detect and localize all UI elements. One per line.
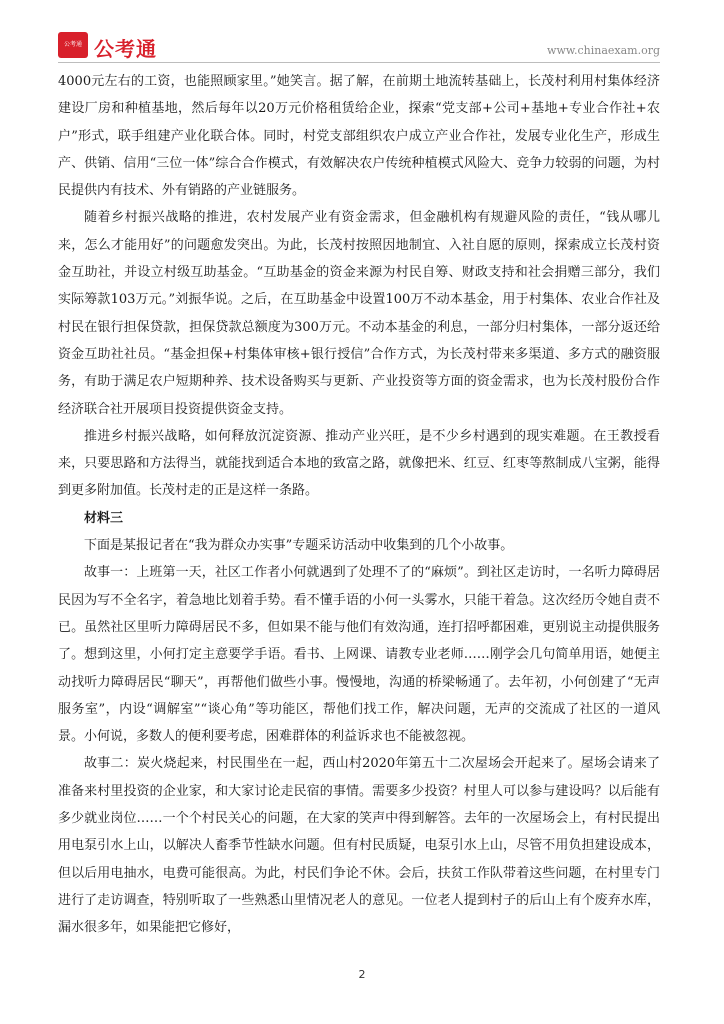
story-paragraph: 故事二：炭火烧起来，村民围坐在一起，西山村2020年第五十二次屋场会开起来了。屋场会请来了准备来村里投资的企业家，和大家讨论走民宿的事情。需要多少投资？村里人可以参与建设吗？以后能有多少就业岗位……一个个村民关心的问题，在大家的笑声中得到解答。去年的一次屋场会上，有村民提出用电泵引水上山，以解决人畜季节性缺水问题。但有村民质疑，电泵引水上山，尽管不用负担建设成本，但以后用电抽水，电费可能很高。为此，村民们争论不休。会后，扶贫工作队带着这些问题，在村里专门进行了走访调查，特别听取了一些熟悉山里情况老人的意见。一位老人提到村子的后山上有个废弃水库，漏水很多年，如果能把它修好， (58, 756, 660, 936)
story-paragraph: 故事一：上班第一天，社区工作者小何就遇到了处理不了的“麻烦”。到社区走访时，一名听力障碍居民因为写不全名字，着急地比划着手势。看不懂手语的小何一头雾水，只能干着急。这次经历令她自责不已。虽然社区里听力障碍居民不多，但如果不能与他们有效沟通，连打招呼都困难，更别说主动提供服务了。想到这里，小何打定主意要学手语。看书、上网课、请教专业老师……刚学会几句简单用语，她便主动找听力障碍居民“聊天”，再帮他们做些小事。慢慢地，沟通的桥梁畅通了。去年初，小何创建了“无声服务室”，内设“调解室”“谈心角”等功能区，帮他们找工作，解决问题，无声的交流成了社区的一道风景。小何说，多数人的便利要考虑，困难群体的利益诉求也不能被忽视。 (58, 565, 660, 745)
header-divider (58, 62, 660, 63)
logo-badge: 公考通 (58, 32, 88, 58)
section-intro: 下面是某报记者在“我为群众办实事”专题采访活动中收集到的几个小故事。 (84, 538, 514, 554)
section-title: 材料三 (84, 510, 124, 526)
paragraph-continued: 4000元左右的工资，也能照顾家里。”她笑言。据了解，在前期土地流转基础上，长茂村利用村集体经济建设厂房和种植基地，然后每年以20万元价格租赁给企业，探索“党支部+公司+基地+专业合作社+农户”形式，联手组建产业化联合体。同时，村党支部组织农户成立产业合作社，发展专业化生产，形成生产、供销、信用“三位一体”综合合作模式，有效解决农户传统种植模式风险大、竞争力较弱的问题，为村民提供内有技术、外有销路的产业链服务。 (58, 74, 660, 199)
logo-text: 公考通 (94, 37, 157, 61)
document-body (58, 68, 660, 942)
page-header (0, 0, 724, 60)
page-number: 2 (358, 968, 366, 981)
site-url[interactable]: www.chinaexam.org (547, 44, 660, 57)
paragraph: 推进乡村振兴战略，如何释放沉淀资源、推动产业兴旺，是不少乡村遇到的现实难题。在王教授看来，只要思路和方法得当，就能找到适合本地的致富之路，就像把米、红豆、红枣等熬制成八宝粥，能得到更多附加值。长茂村走的正是这样一条路。 (58, 428, 660, 499)
paragraph: 随着乡村振兴战略的推进，农村发展产业有资金需求，但金融机构有规避风险的责任，“钱从哪儿来，怎么才能用好”的问题愈发突出。为此，长茂村按照因地制宜、入社自愿的原则，探索成立长茂村资金互助社，并设立村级互助基金。“互助基金的资金来源为村民自筹、财政支持和社会捐赠三部分，我们实际筹款103万元。”刘振华说。之后，在互助基金中设置100万不动本基金，用于村集体、农业合作社及村民在银行担保贷款，担保贷款总额度为300万元。不动本基金的利息，一部分归村集体，一部分返还给资金互助社社员。“基金担保+村集体审核+银行授信”合作方式，为长茂村带来多渠道、多方式的融资服务，有助于满足农户短期种养、技术设备购买与更新、产业投资等方面的资金需求，也为长茂村股份合作经济联合社开展项目投资提供资金支持。 (58, 210, 660, 417)
